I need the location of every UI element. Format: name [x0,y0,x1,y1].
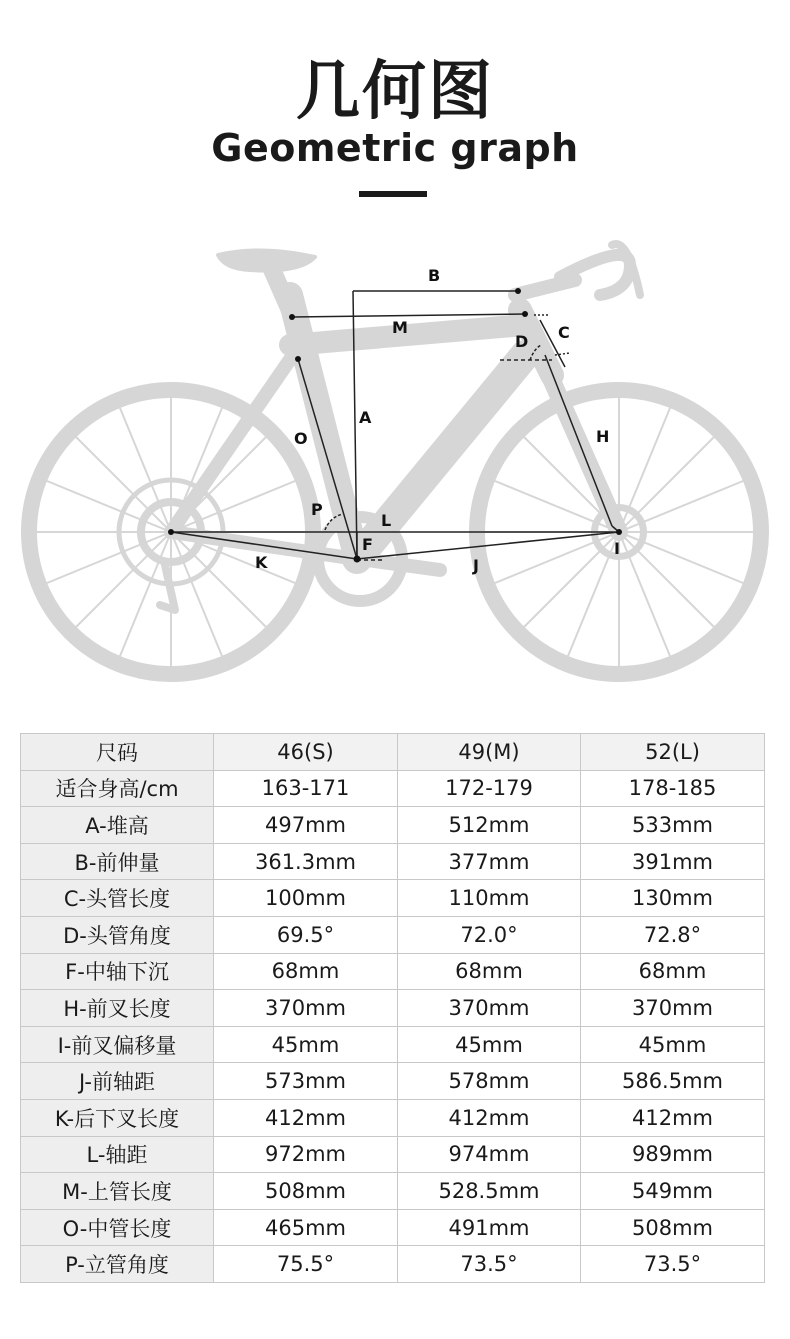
row-label: A-堆高 [21,807,214,844]
row-label: 适合身高/cm [21,770,214,807]
label-a: A [359,408,372,427]
table-row [21,880,765,917]
bike-silhouette [29,244,761,674]
table-cell: 578mm [398,1063,581,1100]
row-label: O-中管长度 [21,1209,214,1246]
row-label: M-上管长度 [21,1173,214,1210]
table-cell: 377mm [398,843,581,880]
row-label: B-前伸量 [21,843,214,880]
seatpost [270,265,292,315]
table-header-row [21,734,765,771]
table-cell: 573mm [214,1063,398,1100]
table-cell: 497mm [214,807,398,844]
table-cell: 163-171 [214,770,398,807]
table-cell: 68mm [581,953,765,990]
table-cell: 528.5mm [398,1173,581,1210]
table-cell: 45mm [214,1026,398,1063]
label-j: J [473,556,479,575]
label-c: C [558,323,570,342]
table-cell: 73.5° [581,1246,765,1283]
table-cell: 68mm [214,953,398,990]
row-label: H-前叉长度 [21,990,214,1027]
table-cell: 72.0° [398,916,581,953]
label-p: P [311,500,323,519]
table-row [21,1063,765,1100]
table-cell: 512mm [398,807,581,844]
table-cell: 586.5mm [581,1063,765,1100]
label-m: M [392,318,408,337]
table-row [21,1246,765,1283]
row-label: D-头管角度 [21,916,214,953]
table-cell: 110mm [398,880,581,917]
table-cell: 45mm [581,1026,765,1063]
table-cell: 68mm [398,953,581,990]
label-d: D [515,332,529,351]
table-cell: 130mm [581,880,765,917]
label-o: O [294,429,308,448]
table-cell: 974mm [398,1136,581,1173]
table-row [21,843,765,880]
table-cell: 45mm [398,1026,581,1063]
table-row [21,916,765,953]
table-row [21,1099,765,1136]
header-size-s: 46(S) [214,734,398,771]
row-label: L-轴距 [21,1136,214,1173]
title-underline [359,191,427,197]
row-label: C-头管长度 [21,880,214,917]
table-cell: 412mm [214,1099,398,1136]
header-size-m: 49(M) [398,734,581,771]
label-k: K [255,553,268,572]
label-l: L [381,511,392,530]
row-label: I-前叉偏移量 [21,1026,214,1063]
page-title-en: Geometric graph [211,126,579,170]
table-row [21,1026,765,1063]
label-f: F [362,535,373,554]
table-cell: 391mm [581,843,765,880]
table-cell: 370mm [398,990,581,1027]
derailleur [160,565,175,610]
table-cell: 549mm [581,1173,765,1210]
row-label: P-立管角度 [21,1246,214,1283]
bike-geometry-svg [0,225,790,705]
table-row [21,990,765,1027]
row-label: J-前轴距 [21,1063,214,1100]
table-row [21,1136,765,1173]
saddle [218,250,315,270]
row-label: F-中轴下沉 [21,953,214,990]
label-b: B [428,266,441,285]
line-m-top-tube [292,314,525,317]
geometry-table [20,733,765,1283]
table-cell: 465mm [214,1209,398,1246]
table-cell: 100mm [214,880,398,917]
table-row [21,807,765,844]
table-cell: 508mm [581,1209,765,1246]
stem [515,280,575,295]
table-cell: 178-185 [581,770,765,807]
label-i: I [614,539,620,558]
table-cell: 989mm [581,1136,765,1173]
table-cell: 491mm [398,1209,581,1246]
table-cell: 73.5° [398,1246,581,1283]
handlebar [560,255,630,295]
table-cell: 172-179 [398,770,581,807]
table-cell: 69.5° [214,916,398,953]
table-row [21,770,765,807]
header-size-l: 52(L) [581,734,765,771]
table-row [21,1173,765,1210]
table-cell: 370mm [581,990,765,1027]
header-size-label: 尺码 [21,734,214,771]
table-cell: 412mm [581,1099,765,1136]
row-label: K-后下叉长度 [21,1099,214,1136]
table-row [21,953,765,990]
page-title-cn: 几何图 [296,55,494,129]
table-cell: 361.3mm [214,843,398,880]
table-row [21,1209,765,1246]
bike-geometry-diagram [0,225,790,705]
table-cell: 508mm [214,1173,398,1210]
label-h: H [596,427,610,446]
table-cell: 412mm [398,1099,581,1136]
table-cell: 972mm [214,1136,398,1173]
table-cell: 75.5° [214,1246,398,1283]
table-cell: 370mm [214,990,398,1027]
table-cell: 533mm [581,807,765,844]
table-cell: 72.8° [581,916,765,953]
